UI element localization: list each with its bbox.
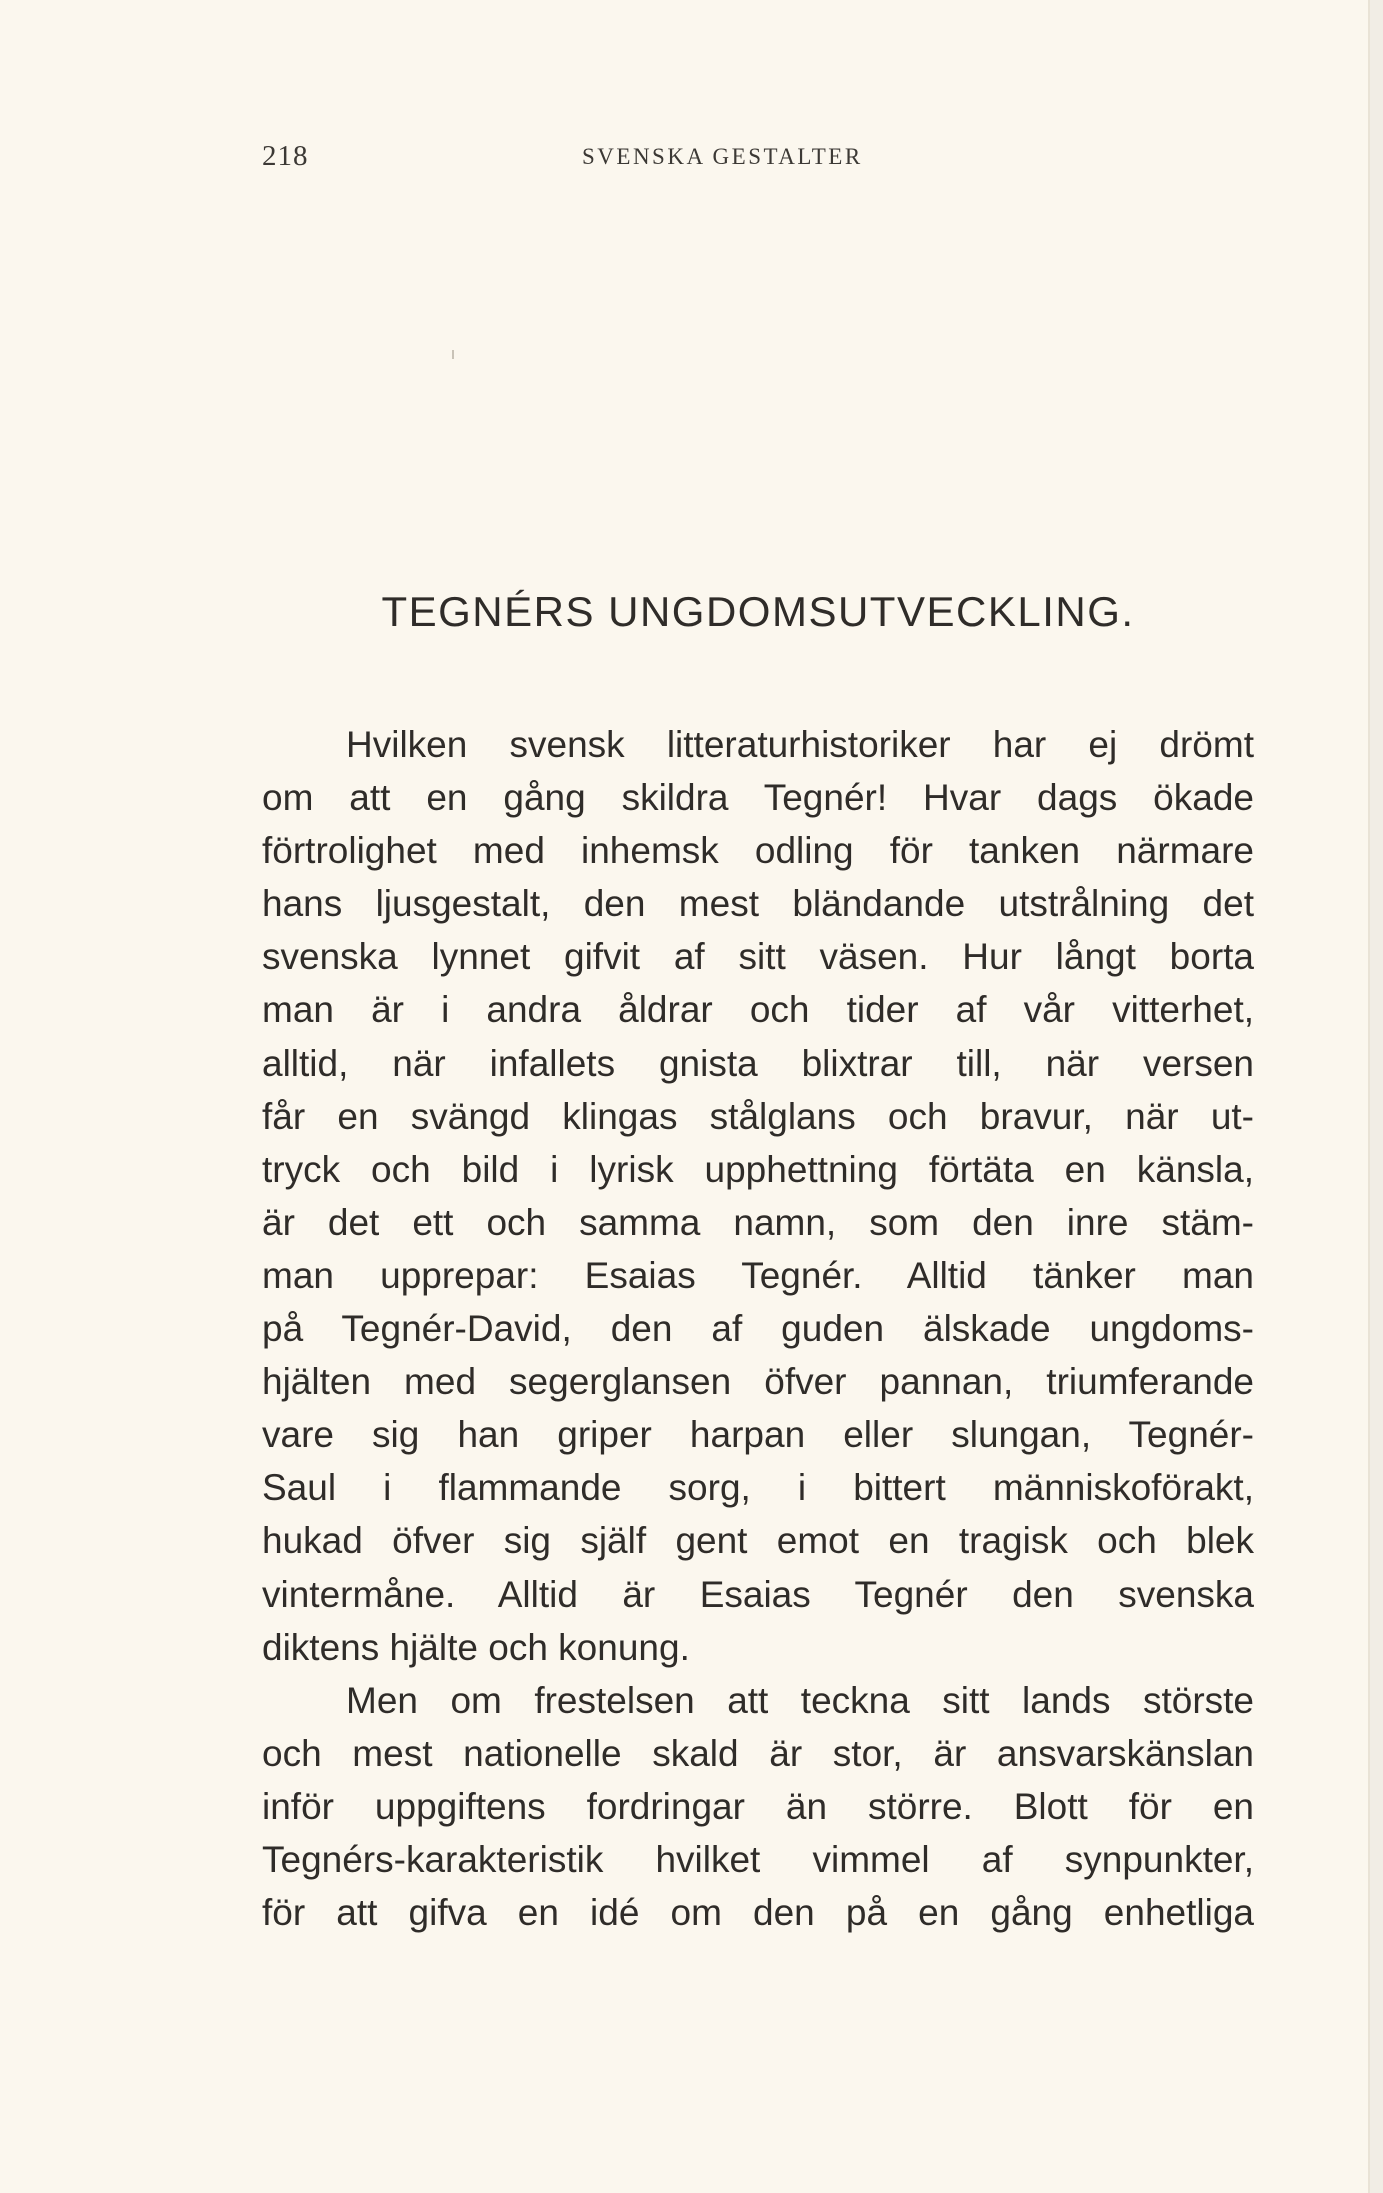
text-line: på Tegnér-David, den af guden älskade ungdoms-	[262, 1308, 1254, 1350]
page-edge	[1370, 0, 1383, 2193]
text-line: hans ljusgestalt, den mest bländande utstrålning det	[262, 883, 1254, 925]
text-line: och mest nationelle skald är stor, är ansvarskänslan	[262, 1732, 1254, 1774]
text-line: svenska lynnet gifvit af sitt väsen. Hur långt borta	[262, 936, 1254, 978]
text-line: får en svängd klingas stålglans och bravur, när ut-	[262, 1095, 1254, 1137]
text-line: är det ett och samma namn, som den inre stäm-	[262, 1201, 1254, 1243]
running-head	[262, 140, 1254, 180]
text-line: Saul i flammande sorg, i bittert människoförakt,	[262, 1467, 1254, 1509]
text-line: vintermåne. Alltid är Esaias Tegnér den svenska	[262, 1573, 1254, 1615]
page-number: 218	[262, 140, 309, 172]
body-text	[262, 718, 1254, 1939]
text-line: man är i andra åldrar och tider af vår vitterhet,	[262, 989, 1254, 1031]
text-line: hjälten med segerglansen öfver pannan, triumferande	[262, 1361, 1254, 1403]
text-line: tryck och bild i lyrisk upphettning förtäta en känsla,	[262, 1148, 1254, 1190]
text-line: Hvilken svensk litteraturhistoriker har ej drömt	[346, 724, 1254, 765]
running-title: SVENSKA GESTALTER	[582, 144, 863, 169]
text-line: diktens hjälte och konung.	[262, 1626, 690, 1668]
text-line: Men om frestelsen att teckna sitt lands störste	[346, 1679, 1254, 1721]
text-line: man upprepar: Esaias Tegnér. Alltid tänker man	[262, 1254, 1254, 1296]
text-line: för att gifva en idé om den på en gång enhetliga	[262, 1892, 1254, 1934]
text-line: förtrolighet med inhemsk odling för tanken närmare	[262, 830, 1254, 872]
text-line: om att en gång skildra Tegnér! Hvar dags ökade	[262, 777, 1254, 819]
chapter-title: TEGNÉRS UNGDOMSUTVECKLING.	[381, 588, 1135, 635]
text-line: alltid, när infallets gnista blixtrar till, när versen	[262, 1042, 1254, 1084]
text-line: hukad öfver sig själf gent emot en tragisk och blek	[262, 1520, 1254, 1562]
text-line: Tegnérs-karakteristik hvilket vimmel af synpunkter,	[262, 1838, 1254, 1880]
text-line: inför uppgiftens fordringar än större. Blott för en	[262, 1785, 1254, 1827]
text-line: vare sig han griper harpan eller slungan, Tegnér-	[262, 1414, 1254, 1456]
paper-speck	[452, 350, 454, 359]
